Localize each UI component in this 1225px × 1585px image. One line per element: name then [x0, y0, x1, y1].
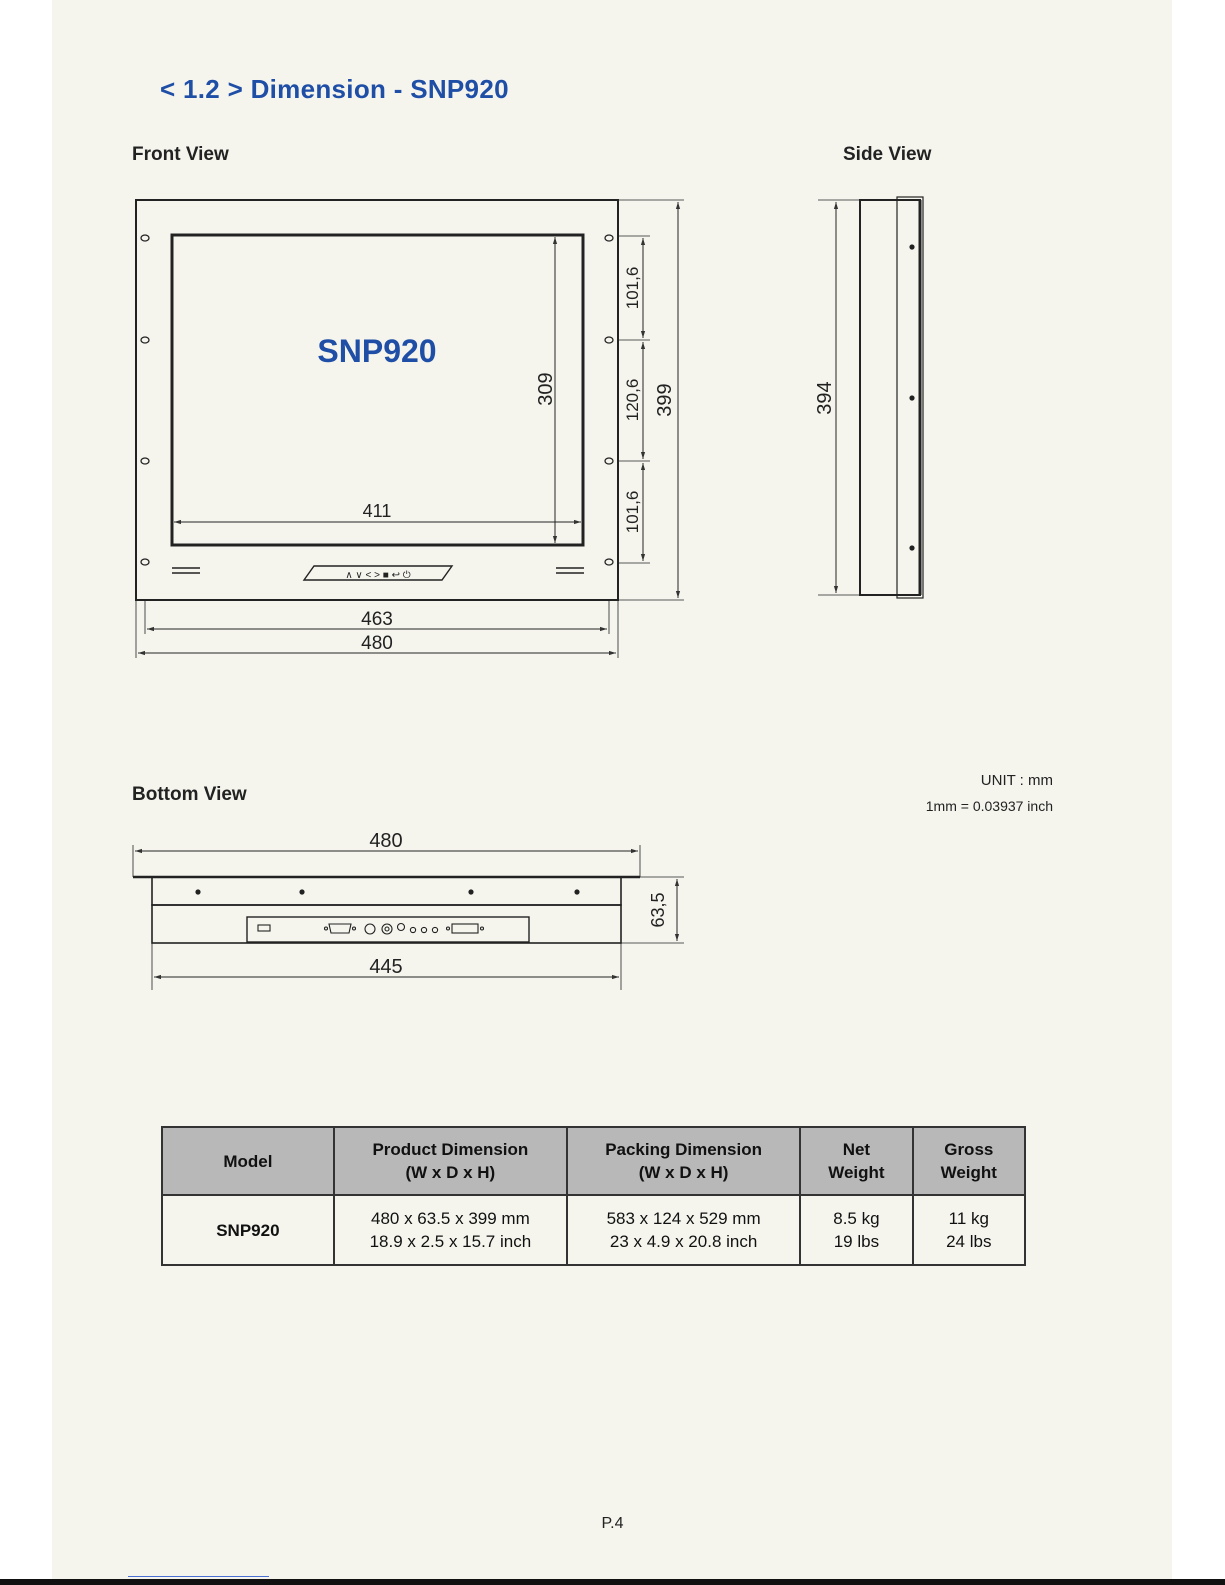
bottom-flange	[152, 877, 621, 905]
footer-underline	[128, 1576, 269, 1577]
cell-packing-mm: 583 x 124 x 529 mm	[606, 1209, 761, 1228]
header-product-line2: (W x D x H)	[405, 1163, 496, 1182]
cell-model: SNP920	[162, 1195, 334, 1265]
header-gross-line1: Gross	[944, 1140, 994, 1159]
front-view-label: Front View	[132, 144, 229, 165]
cell-packing-inch: 23 x 4.9 x 20.8 inch	[609, 1232, 758, 1251]
unit-conversion: 1mm = 0.03937 inch	[925, 798, 1053, 814]
table-row	[162, 1195, 1025, 1265]
dim-hole-bottom: 101,6	[623, 490, 642, 534]
dim-screen-width: 411	[362, 501, 392, 521]
front-button-glyphs: ∧ ∨ < > ■ ↩ ⏻	[345, 570, 411, 581]
cell-net-weight	[800, 1195, 912, 1265]
cell-net-lbs: 19 lbs	[833, 1232, 880, 1251]
connector-ports	[258, 924, 484, 935]
bottom-view-drawing	[133, 845, 684, 990]
page-number: P.4	[601, 1515, 624, 1532]
dim-hole-mid: 120,6	[623, 378, 642, 422]
bottom-view-label: Bottom View	[132, 784, 247, 805]
cell-product-inch: 18.9 x 2.5 x 15.7 inch	[369, 1232, 532, 1251]
header-product-line1: Product Dimension	[372, 1140, 529, 1159]
dim-bezel-width: 463	[361, 609, 393, 630]
header-packing-line1: Packing Dimension	[605, 1140, 763, 1159]
cell-gross-weight	[913, 1195, 1025, 1265]
header-net-line1: Net	[842, 1140, 871, 1159]
connector-panel	[247, 917, 529, 942]
bottom-border	[0, 1579, 1225, 1585]
header-net-weight	[800, 1127, 912, 1195]
dim-bottom-depth: 63,5	[648, 892, 668, 928]
dim-bottom-body-width: 445	[369, 956, 403, 978]
dim-hole-top: 101,6	[623, 266, 642, 310]
front-view-drawing	[136, 200, 684, 658]
header-gross-weight	[913, 1127, 1025, 1195]
dim-overall-height: 399	[654, 383, 676, 417]
cell-packing-dimension	[567, 1195, 800, 1265]
dim-side-height: 394	[814, 381, 836, 415]
unit-label: UNIT : mm	[980, 772, 1053, 789]
cell-net-kg: 8.5 kg	[833, 1209, 880, 1228]
dim-bottom-width: 480	[369, 830, 403, 852]
cell-product-mm: 480 x 63.5 x 399 mm	[370, 1209, 530, 1228]
front-screen	[172, 235, 583, 545]
cell-product-dimension	[334, 1195, 567, 1265]
header-model: Model	[162, 1127, 334, 1195]
spec-table	[161, 1126, 1026, 1266]
front-screen-model: SNP920	[317, 333, 437, 369]
cell-gross-kg: 11 kg	[948, 1209, 989, 1228]
header-product-dimension	[334, 1127, 567, 1195]
spec-header-row	[162, 1127, 1025, 1195]
header-packing-dimension	[567, 1127, 800, 1195]
side-view-label: Side View	[843, 144, 932, 165]
header-gross-line2: Weight	[940, 1163, 997, 1182]
cell-gross-lbs: 24 lbs	[946, 1232, 992, 1251]
bottom-screws	[195, 889, 579, 894]
header-net-line2: Weight	[828, 1163, 885, 1182]
header-packing-line2: (W x D x H)	[638, 1163, 729, 1182]
dim-screen-height: 309	[535, 372, 557, 406]
page-title: < 1.2 > Dimension - SNP920	[160, 74, 509, 104]
dim-overall-width: 480	[361, 633, 393, 654]
